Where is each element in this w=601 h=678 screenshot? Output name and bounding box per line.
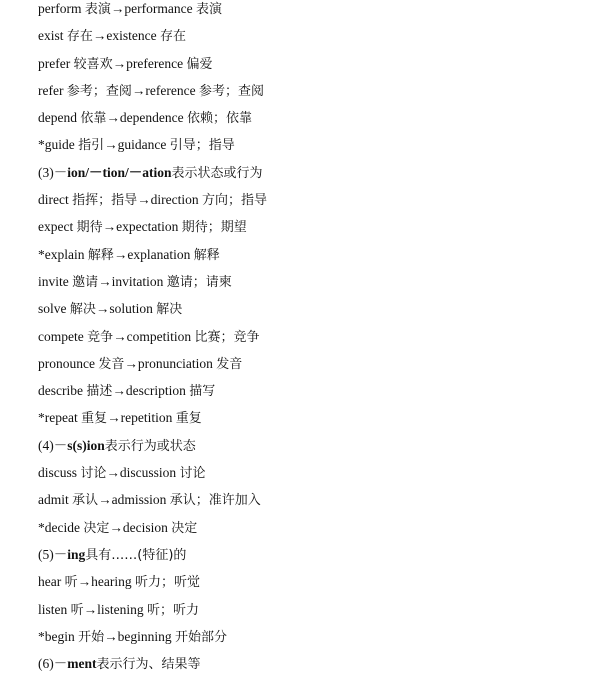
- base-word: *guide: [38, 137, 75, 153]
- derived-meaning: 邀请；请柬: [166, 274, 232, 290]
- derived-meaning: 表演: [195, 2, 222, 17]
- suffix-description: 表示行为或状态: [104, 438, 196, 454]
- base-word: invite: [38, 273, 69, 289]
- base-word: discuss: [38, 465, 78, 481]
- arrow-icon: →: [137, 192, 151, 208]
- base-word: admit: [38, 492, 69, 508]
- derived-meaning: 开始部分: [175, 629, 228, 645]
- derived-word: hearing: [91, 574, 132, 590]
- arrow-icon: →: [112, 383, 126, 399]
- derived-meaning: 讨论: [179, 466, 206, 482]
- arrow-icon: →: [104, 628, 118, 644]
- base-meaning: 邀请: [72, 274, 99, 290]
- base-meaning: 描述: [86, 384, 113, 400]
- derived-meaning: 描写: [189, 384, 216, 400]
- base-meaning: 决定: [83, 520, 110, 536]
- section-number: (4)－: [38, 437, 68, 453]
- derived-word: competition: [126, 328, 192, 344]
- derived-word: beginning: [117, 628, 172, 644]
- word-entry: [38, 22, 601, 49]
- arrow-icon: →: [106, 465, 120, 481]
- derived-word: guidance: [117, 137, 167, 153]
- derived-word: repetition: [120, 410, 173, 426]
- section-heading: [38, 159, 601, 186]
- base-meaning: 期待: [76, 220, 103, 236]
- word-entry: [38, 241, 601, 268]
- word-entry: [38, 514, 601, 541]
- arrow-icon: →: [110, 1, 125, 16]
- base-meaning: 表演: [84, 2, 111, 17]
- word-entry: [38, 596, 601, 623]
- arrow-icon: →: [113, 328, 127, 344]
- section-heading: [38, 541, 601, 568]
- word-entry: [38, 486, 601, 513]
- section-number: (6)－: [38, 656, 68, 672]
- derived-word: admission: [111, 492, 167, 508]
- section-number: (5)－: [38, 546, 68, 562]
- derived-meaning: 比赛；竞争: [194, 329, 260, 345]
- derived-meaning: 方向；指导: [201, 193, 267, 209]
- base-meaning: 依靠: [80, 111, 107, 127]
- arrow-icon: →: [124, 355, 138, 371]
- derived-word: solution: [109, 301, 153, 317]
- derived-meaning: 偏爱: [186, 56, 213, 72]
- word-entry: [38, 213, 601, 240]
- derived-meaning: 听力；听觉: [134, 575, 200, 591]
- base-meaning: 较喜欢: [73, 56, 113, 72]
- base-word: compete: [38, 328, 84, 344]
- derived-word: listening: [97, 601, 144, 617]
- base-meaning: 指引: [78, 138, 105, 154]
- arrow-icon: →: [109, 519, 123, 535]
- arrow-icon: →: [98, 273, 112, 289]
- base-meaning: 听: [64, 575, 78, 591]
- suffix-label: ing: [67, 546, 86, 562]
- base-word: expect: [38, 219, 74, 235]
- base-word: direct: [38, 192, 69, 208]
- word-entry: [38, 186, 601, 213]
- derived-meaning: 期待；期望: [181, 220, 247, 236]
- base-word: solve: [38, 301, 67, 317]
- base-word: listen: [38, 601, 68, 617]
- base-word: prefer: [38, 55, 71, 71]
- arrow-icon: →: [77, 574, 92, 590]
- derived-word: explanation: [127, 246, 191, 262]
- suffix-description: 具有……(特征)的: [85, 547, 187, 563]
- base-word: refer: [38, 82, 64, 98]
- arrow-icon: →: [112, 55, 127, 71]
- word-entry: [38, 50, 601, 77]
- arrow-icon: →: [92, 28, 107, 44]
- arrow-icon: →: [102, 219, 117, 235]
- derived-word: preference: [126, 55, 184, 71]
- suffix-description: 表示状态或行为: [171, 165, 263, 181]
- section-heading: [38, 650, 601, 677]
- base-word: perform: [38, 1, 82, 16]
- derived-word: existence: [106, 28, 157, 44]
- derived-meaning: 存在: [160, 29, 187, 45]
- word-entry: [38, 377, 601, 404]
- base-word: depend: [38, 110, 77, 126]
- word-entry: [38, 131, 601, 158]
- section-heading: [38, 432, 601, 459]
- word-entry: [38, 623, 601, 650]
- word-entry: [38, 77, 601, 104]
- word-entry: [38, 350, 601, 377]
- base-meaning: 竞争: [87, 329, 114, 345]
- suffix-label: s(s)ion: [67, 437, 105, 453]
- arrow-icon: →: [131, 82, 146, 98]
- derived-word: discussion: [119, 465, 177, 481]
- derived-word: invitation: [111, 273, 164, 289]
- derived-word: dependence: [119, 110, 184, 126]
- derived-word: performance: [124, 1, 193, 16]
- arrow-icon: →: [104, 137, 118, 153]
- base-word: *decide: [38, 519, 80, 535]
- base-meaning: 参考；查阅: [66, 83, 132, 99]
- arrow-icon: →: [113, 246, 128, 262]
- derived-meaning: 承认；准许加入: [169, 493, 261, 509]
- word-entry: [38, 568, 601, 595]
- arrow-icon: →: [98, 492, 112, 508]
- word-entry: [38, 268, 601, 295]
- derived-meaning: 决定: [171, 520, 198, 536]
- base-meaning: 指挥；指导: [72, 193, 138, 209]
- derived-meaning: 发音: [216, 356, 243, 372]
- vocabulary-document: [38, 0, 601, 677]
- word-entry: [38, 323, 601, 350]
- derived-word: expectation: [116, 219, 179, 235]
- base-word: *repeat: [38, 410, 78, 426]
- derived-meaning: 依赖；依靠: [186, 111, 252, 127]
- base-meaning: 开始: [78, 629, 105, 645]
- base-meaning: 听: [70, 602, 84, 618]
- base-word: hear: [38, 574, 62, 590]
- base-meaning: 承认: [72, 493, 99, 509]
- arrow-icon: →: [107, 410, 121, 426]
- derived-word: pronunciation: [137, 355, 213, 371]
- base-word: pronounce: [38, 355, 95, 371]
- arrow-icon: →: [83, 601, 98, 617]
- derived-meaning: 参考；查阅: [198, 83, 264, 99]
- derived-word: direction: [150, 192, 199, 208]
- derived-meaning: 解释: [193, 247, 220, 263]
- base-word: *explain: [38, 246, 85, 262]
- base-meaning: 解决: [69, 302, 96, 318]
- base-meaning: 讨论: [80, 466, 107, 482]
- base-meaning: 解释: [87, 247, 114, 263]
- word-entry: [38, 0, 601, 22]
- derived-word: decision: [122, 519, 168, 535]
- derived-meaning: 听；听力: [147, 602, 200, 618]
- word-entry: [38, 404, 601, 431]
- suffix-description: 表示行为、结果等: [96, 657, 201, 673]
- base-word: *begin: [38, 628, 75, 644]
- word-entry: [38, 459, 601, 486]
- arrow-icon: →: [106, 110, 120, 126]
- base-meaning: 存在: [66, 29, 93, 45]
- derived-meaning: 重复: [175, 411, 202, 427]
- word-entry: [38, 295, 601, 322]
- derived-meaning: 引导；指导: [169, 138, 235, 154]
- suffix-label: ion/－tion/－ation: [67, 164, 172, 180]
- word-entry: [38, 104, 601, 131]
- derived-word: description: [125, 383, 186, 399]
- base-meaning: 发音: [98, 356, 125, 372]
- base-word: describe: [38, 383, 83, 399]
- derived-meaning: 解决: [156, 302, 183, 318]
- section-number: (3)－: [38, 164, 68, 180]
- base-meaning: 重复: [81, 411, 108, 427]
- derived-word: reference: [145, 82, 196, 98]
- arrow-icon: →: [95, 301, 110, 317]
- suffix-label: ment: [67, 656, 97, 672]
- base-word: exist: [38, 28, 64, 44]
